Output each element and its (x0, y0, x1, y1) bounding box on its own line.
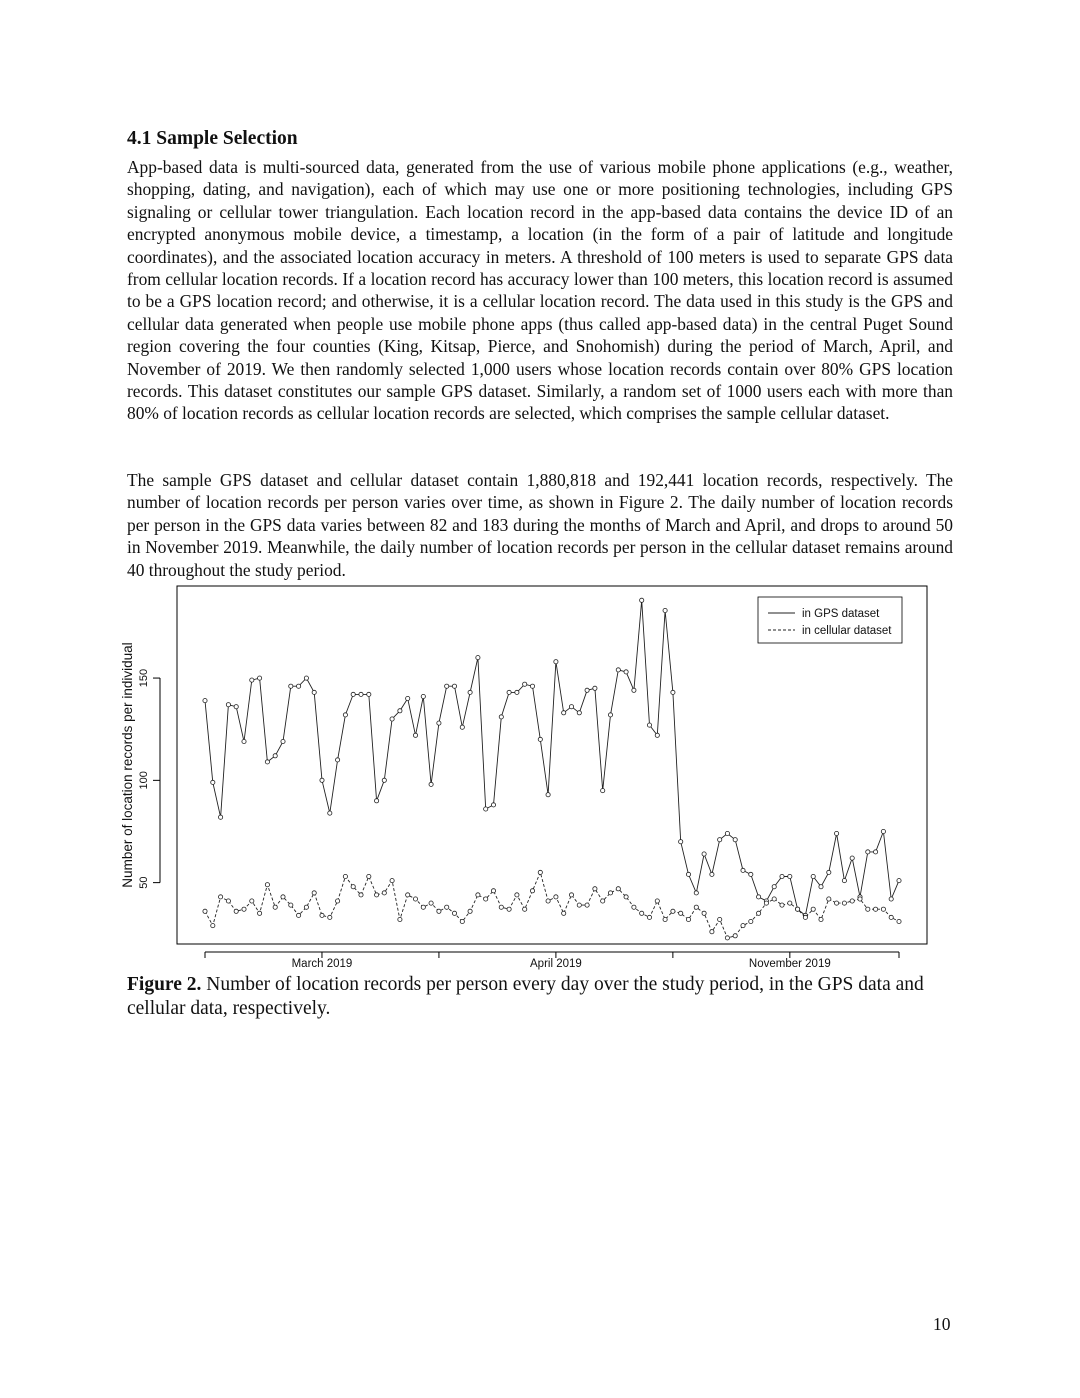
gps-point (679, 840, 683, 844)
gps-point (842, 879, 846, 883)
cellular-point (390, 879, 394, 883)
gps-point (850, 856, 854, 860)
cellular-point (445, 905, 449, 909)
cellular-point (343, 874, 347, 878)
cellular-point (530, 889, 534, 893)
gps-point (297, 684, 301, 688)
gps-point (772, 885, 776, 889)
cellular-point (211, 924, 215, 928)
legend-gps-label: in GPS dataset (802, 608, 880, 620)
cellular-point (515, 893, 519, 897)
gps-point (718, 838, 722, 842)
gps-point (343, 713, 347, 717)
cellular-point (694, 905, 698, 909)
cellular-point (772, 897, 776, 901)
gps-point (219, 815, 223, 819)
cellular-point (507, 907, 511, 911)
figure-2-chart (120, 580, 940, 972)
cellular-point (289, 903, 293, 907)
cellular-point (647, 915, 651, 919)
cellular-point (764, 901, 768, 905)
gps-point (468, 690, 472, 694)
cellular-point (234, 909, 238, 913)
x-tick-label: November 2019 (748, 958, 831, 970)
gps-point (640, 598, 644, 602)
gps-point (694, 891, 698, 895)
cellular-point (827, 897, 831, 901)
gps-point (624, 670, 628, 674)
gps-point (780, 874, 784, 878)
gps-point (445, 684, 449, 688)
cellular-point (499, 905, 503, 909)
gps-point (538, 737, 542, 741)
cellular-point (429, 901, 433, 905)
gps-point (484, 807, 488, 811)
gps-point (234, 705, 238, 709)
y-tick-label: 50 (138, 876, 150, 889)
cellular-point (811, 907, 815, 911)
cellular-point (320, 913, 324, 917)
gps-point (702, 852, 706, 856)
gps-point (569, 705, 573, 709)
cellular-point (577, 903, 581, 907)
gps-point (741, 868, 745, 872)
page-number: 10 (933, 1314, 951, 1334)
gps-point (359, 692, 363, 696)
gps-point (398, 709, 402, 713)
gps-point (328, 811, 332, 815)
cellular-point (874, 907, 878, 911)
gps-point (507, 690, 511, 694)
cellular-point (328, 915, 332, 919)
cellular-point (718, 917, 722, 921)
x-tick-label: April 2019 (530, 958, 582, 970)
gps-point (242, 739, 246, 743)
gps-point (226, 703, 230, 707)
gps-point (429, 782, 433, 786)
gps-point (265, 760, 269, 764)
cellular-point (468, 909, 472, 913)
gps-point (452, 684, 456, 688)
cellular-point (562, 911, 566, 915)
cellular-point (569, 893, 573, 897)
gps-point (351, 692, 355, 696)
gps-point (593, 686, 597, 690)
cellular-point (725, 936, 729, 940)
cellular-point (421, 905, 425, 909)
figure-caption (127, 973, 927, 1021)
gps-line (205, 600, 899, 915)
gps-point (530, 684, 534, 688)
cellular-point (608, 891, 612, 895)
cellular-point (460, 919, 464, 923)
caption-label: Figure 2. (127, 974, 202, 995)
gps-series (203, 598, 901, 917)
gps-point (655, 733, 659, 737)
cellular-point (413, 897, 417, 901)
gps-point (562, 711, 566, 715)
cellular-point (858, 897, 862, 901)
cellular-point (523, 907, 527, 911)
cellular-point (538, 870, 542, 874)
gps-point (289, 684, 293, 688)
gps-point (616, 668, 620, 672)
gps-point (312, 690, 316, 694)
cellular-point (367, 874, 371, 878)
gps-point (881, 829, 885, 833)
gps-point (203, 699, 207, 703)
cellular-point (850, 899, 854, 903)
gps-point (336, 758, 340, 762)
gps-point (866, 850, 870, 854)
gps-point (827, 870, 831, 874)
gps-point (811, 874, 815, 878)
cellular-point (258, 911, 262, 915)
cellular-point (624, 895, 628, 899)
gps-point (663, 608, 667, 612)
cellular-point (632, 905, 636, 909)
cellular-point (803, 915, 807, 919)
cellular-point (671, 909, 675, 913)
cellular-point (741, 924, 745, 928)
gps-point (523, 682, 527, 686)
gps-point (889, 897, 893, 901)
gps-point (499, 715, 503, 719)
cellular-point (554, 895, 558, 899)
chart-svg (120, 580, 940, 972)
cellular-point (702, 911, 706, 915)
cellular-point (382, 891, 386, 895)
cellular-point (866, 907, 870, 911)
gps-point (421, 694, 425, 698)
cellular-point (359, 893, 363, 897)
cellular-point (219, 895, 223, 899)
x-tick-label: March 2019 (291, 958, 353, 970)
gps-point (686, 872, 690, 876)
cellular-point (226, 899, 230, 903)
cellular-point (819, 917, 823, 921)
legend-cellular-label: in cellular dataset (802, 625, 892, 637)
gps-point (258, 676, 262, 680)
cellular-point (351, 885, 355, 889)
y-axis-label: Number of location records per individual (120, 642, 135, 888)
caption-text: Number of location records per person every day over the study period, in the GPS data and cellular data, respectively. (127, 974, 924, 1019)
cellular-point (281, 895, 285, 899)
gps-point (320, 778, 324, 782)
cellular-point (710, 930, 714, 934)
y-tick-label: 100 (138, 771, 150, 790)
gps-point (390, 717, 394, 721)
cellular-point (663, 917, 667, 921)
gps-point (281, 739, 285, 743)
cellular-point (242, 907, 246, 911)
gps-point (211, 780, 215, 784)
cellular-point (398, 917, 402, 921)
gps-point (476, 656, 480, 660)
gps-point (897, 879, 901, 883)
gps-point (491, 803, 495, 807)
cellular-point (546, 899, 550, 903)
cellular-point (897, 919, 901, 923)
cellular-point (757, 911, 761, 915)
cellular-point (733, 934, 737, 938)
gps-point (375, 799, 379, 803)
gps-point (671, 690, 675, 694)
gps-point (835, 831, 839, 835)
gps-point (382, 778, 386, 782)
cellular-point (616, 887, 620, 891)
paragraph-2: The sample GPS dataset and cellular dataset contain 1,880,818 and 192,441 location records, respectively. The number of location records per person varies over time, as shown in Figure 2. The daily number of location records per person in the GPS data varies between 82 and 183 during the months of March and April, and drops to around 50 in November 2019. Meanwhile, the daily number of location records per person in the cellular dataset remains around 40 throughout the study period. (127, 470, 953, 580)
gps-point (406, 696, 410, 700)
cellular-point (476, 893, 480, 897)
cellular-point (491, 889, 495, 893)
cellular-point (881, 907, 885, 911)
cellular-point (796, 907, 800, 911)
cellular-point (640, 911, 644, 915)
gps-point (460, 725, 464, 729)
cellular-point (336, 899, 340, 903)
cellular-point (297, 913, 301, 917)
gps-point (515, 690, 519, 694)
cellular-point (889, 915, 893, 919)
gps-point (304, 676, 308, 680)
cellular-point (312, 891, 316, 895)
cellular-point (686, 917, 690, 921)
cellular-point (375, 893, 379, 897)
gps-point (273, 754, 277, 758)
gps-point (757, 895, 761, 899)
cellular-point (406, 893, 410, 897)
gps-point (367, 692, 371, 696)
gps-point (710, 872, 714, 876)
gps-point (413, 733, 417, 737)
gps-point (632, 688, 636, 692)
gps-point (874, 850, 878, 854)
paragraph-1: App-based data is multi-sourced data, generated from the use of various mobile phone applications (e.g., weather, shopping, dating, and navigation), each of which may use one or more positioning technologies, including GPS signaling or cellular tower triangulation. Each location record in the app-based data contains the device ID of an encrypted anonymous mobile device, a timestamp, a location (in the form of a pair of latitude and longitude coordinates), and the associated location accuracy in meters. A threshold of 100 meters is used to separate GPS data from cellular location records. If a location record has accuracy lower than 100 meters, this location record is assumed to be a GPS location record; and otherwise, it is a cellular location record. The data used in this study is the GPS and cellular data generated when people use mobile phone apps (thus called app-based data) in the central Puget Sound region covering the four counties (King, Kitsap, Pierce, and Snohomish) during the period of March, April, and November of 2019. We then randomly selected 1,000 users whose location records contain over 80% GPS location records. This dataset constitutes our sample GPS dataset. Similarly, a random set of 1000 users each with more than 80% of location records as cellular location records are selected, which comprises the sample cellular dataset. (127, 157, 953, 424)
cellular-point (655, 899, 659, 903)
cellular-point (749, 919, 753, 923)
cellular-point (679, 911, 683, 915)
gps-point (647, 723, 651, 727)
gps-point (585, 688, 589, 692)
cellular-line (205, 872, 899, 938)
chart-legend (758, 597, 902, 643)
cellular-point (601, 899, 605, 903)
y-tick-label: 150 (138, 668, 150, 688)
cellular-point (788, 901, 792, 905)
cellular-point (265, 883, 269, 887)
gps-point (733, 838, 737, 842)
cellular-point (304, 905, 308, 909)
gps-point (601, 789, 605, 793)
cellular-point (452, 911, 456, 915)
cellular-point (484, 897, 488, 901)
cellular-point (780, 903, 784, 907)
gps-point (608, 713, 612, 717)
gps-point (577, 711, 581, 715)
cellular-point (835, 901, 839, 905)
cellular-point (593, 887, 597, 891)
cellular-point (273, 905, 277, 909)
cellular-point (437, 909, 441, 913)
section-heading: 4.1 Sample Selection (127, 128, 298, 149)
gps-point (819, 885, 823, 889)
cellular-point (585, 903, 589, 907)
gps-point (749, 872, 753, 876)
gps-point (788, 874, 792, 878)
gps-point (554, 660, 558, 664)
cellular-point (250, 899, 254, 903)
gps-point (546, 793, 550, 797)
gps-point (725, 831, 729, 835)
cellular-point (842, 901, 846, 905)
gps-point (437, 721, 441, 725)
gps-point (250, 678, 254, 682)
cellular-point (203, 909, 207, 913)
